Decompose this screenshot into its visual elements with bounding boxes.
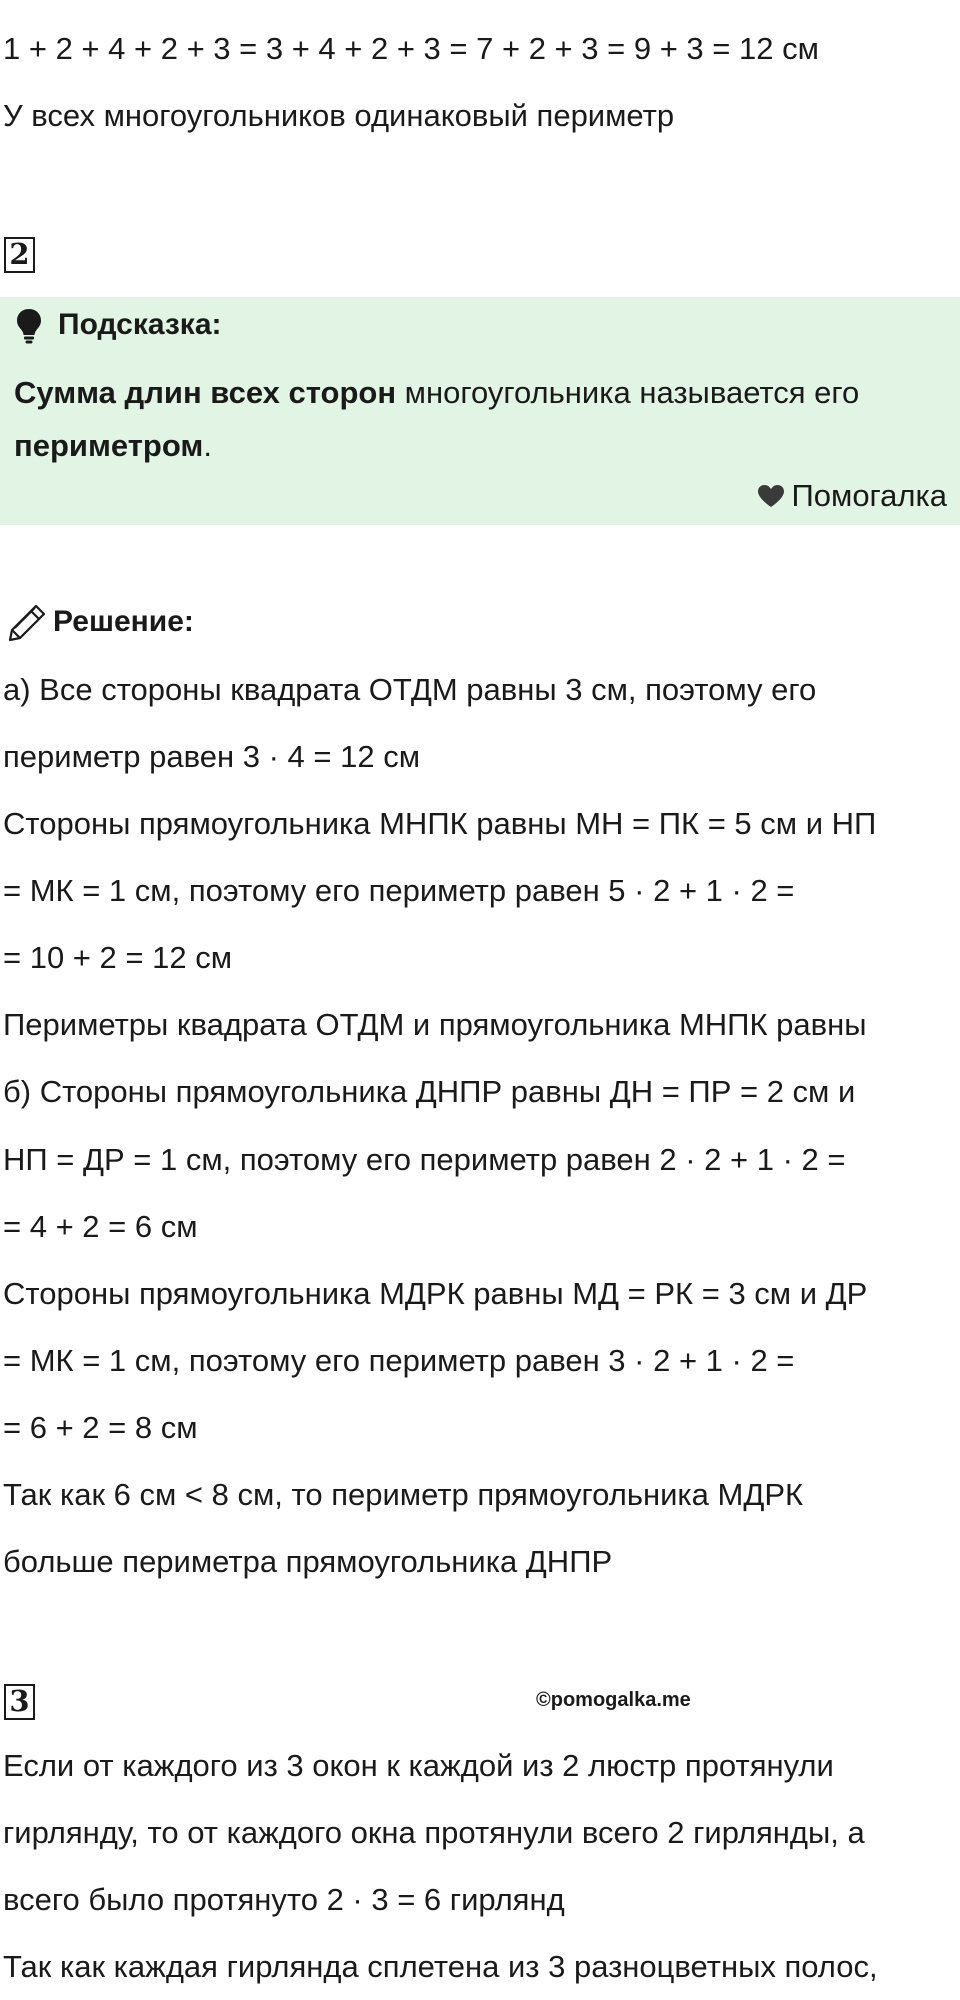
solution-line: Периметры квадрата ОТДМ и прямоугольника МНПК равны [3,1007,867,1042]
hint-period: . [203,428,212,463]
solution-line: Стороны прямоугольника МДРК равны МД = РК = 3 см и ДР [3,1276,868,1311]
pencil-icon [7,603,47,643]
task3-line: гирлянду, то от каждого окна протянули всего 2 гирлянды, а [3,1815,865,1850]
heart-icon [757,484,785,508]
solution-line: Так как 6 см < 8 см, то периметр прямоугольника МДРК [3,1477,804,1512]
solution-line: Стороны прямоугольника МНПК равны МН = ПК = 5 см и НП [3,806,877,841]
watermark: ©pomogalka.me [536,1689,691,1711]
hint-text-line-1 [14,371,859,415]
solution-line: б) Стороны прямоугольника ДНПР равны ДН = ПР = 2 см и [3,1074,856,1109]
solution-line: НП = ДР = 1 см, поэтому его периметр равен 2 · 2 + 1 · 2 = [3,1142,846,1177]
task-number-2: 2 [4,237,35,273]
calculation-line: 1 + 2 + 4 + 2 + 3 = 3 + 4 + 2 + 3 = 7 + 2 + 3 = 9 + 3 = 12 см [3,31,819,66]
task3-line: всего было протянуто 2 · 3 = 6 гирлянд [3,1882,565,1917]
solution-line: больше периметра прямоугольника ДНПР [3,1544,613,1579]
hint-title: Подсказка: [58,308,222,341]
solution-line: = МК = 1 см, поэтому его периметр равен 3 · 2 + 1 · 2 = [3,1343,795,1378]
hint-credit [757,474,947,518]
solution-line: = 4 + 2 = 6 см [3,1209,198,1244]
solution-line: = 10 + 2 = 12 см [3,940,233,975]
hint-text-line-2 [14,424,212,468]
conclusion-line: У всех многоугольников одинаковый периметр [3,98,675,133]
solution-line: периметр равен 3 · 4 = 12 см [3,739,421,774]
task3-line: Так как каждая гирлянда сплетена из 3 разноцветных полос, [3,1949,878,1984]
hint-text: многоугольника называется его [396,375,860,410]
solution-line: = МК = 1 см, поэтому его периметр равен 5 · 2 + 1 · 2 = [3,873,795,908]
task-number-3: 3 [4,1684,35,1720]
hint-bold-term: периметром [14,428,204,463]
lightbulb-icon [16,308,42,344]
solution-title: Решение: [53,605,194,638]
task3-line: Если от каждого из 3 окон к каждой из 2 люстр протянули [3,1748,834,1783]
hint-bold-phrase: Сумма длин всех сторон [14,375,397,410]
solution-line: а) Все стороны квадрата ОТДМ равны 3 см, поэтому его [3,672,817,707]
credit-label: Помогалка [791,478,947,513]
solution-line: = 6 + 2 = 8 см [3,1410,198,1445]
